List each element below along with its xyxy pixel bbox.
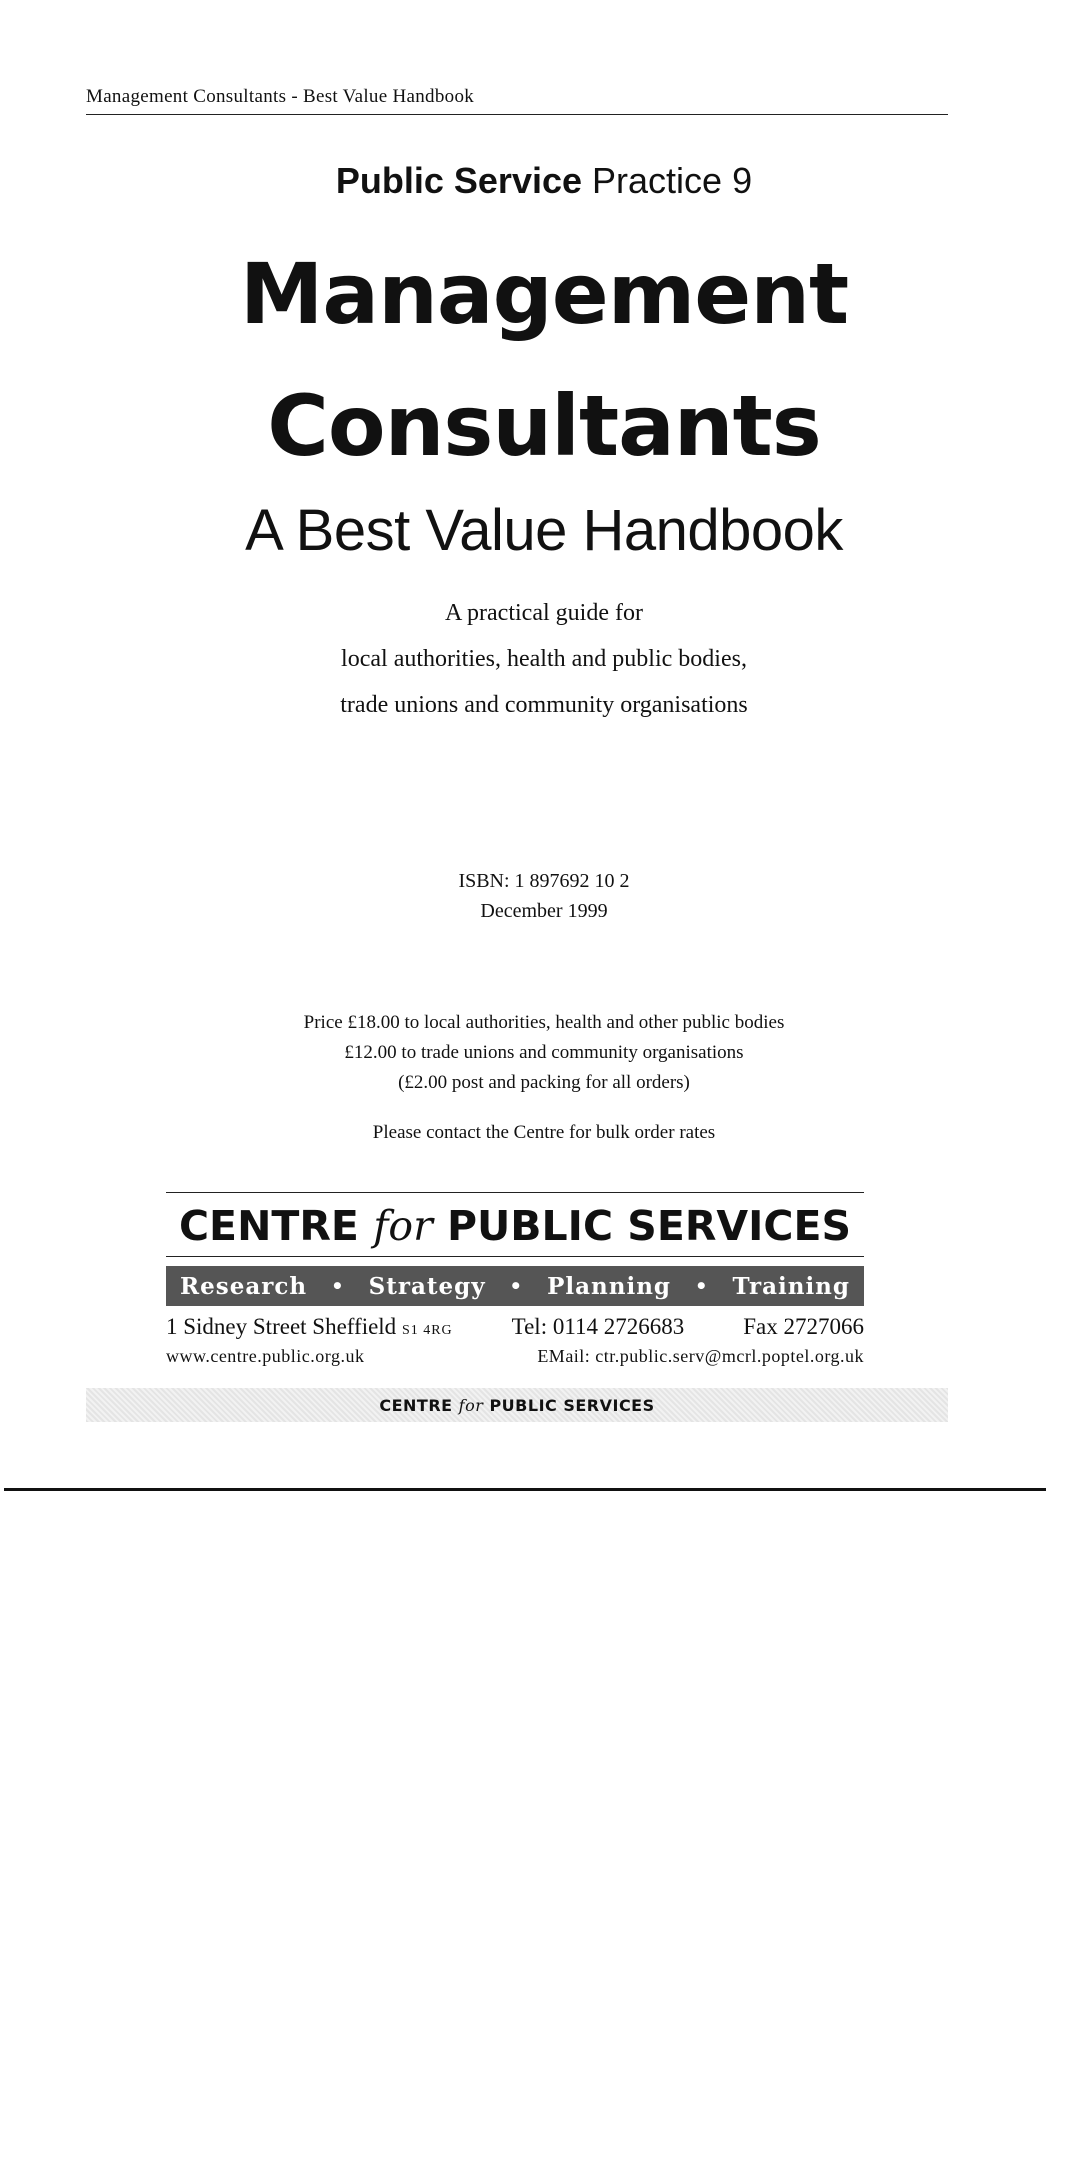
publication-date: December 1999 — [480, 900, 608, 922]
publisher-name — [166, 1202, 864, 1250]
logo-divider — [166, 1256, 864, 1257]
strapline-item: Research — [180, 1272, 308, 1300]
bullet-icon: • — [330, 1274, 345, 1298]
price-info — [0, 1008, 1088, 1098]
guide-line: local authorities, health and public bodies, — [341, 646, 747, 672]
address-text — [166, 1314, 453, 1340]
main-title-line-1: Management — [239, 245, 849, 343]
series-title-rest: Practice 9 — [592, 160, 753, 201]
subtitle: A Best Value Handbook — [245, 498, 843, 563]
strapline-item: Strategy — [368, 1272, 486, 1300]
guide-line: trade unions and community organisations — [340, 692, 748, 718]
footer-band — [86, 1388, 948, 1422]
isbn: ISBN: 1 897692 10 2 — [458, 870, 630, 892]
publisher-name-for: for — [373, 1202, 433, 1250]
price-line: (£2.00 post and packing for all orders) — [398, 1072, 690, 1093]
publisher-name-part: PUBLIC SERVICES — [446, 1202, 852, 1250]
running-header — [86, 86, 948, 115]
series-title — [0, 160, 1088, 202]
main-title-line-2: Consultants — [267, 377, 821, 475]
publisher-logo — [166, 1192, 864, 1376]
email: EMail: ctr.public.serv@mcrl.poptel.org.uk — [537, 1346, 864, 1366]
publisher-strapline — [166, 1266, 864, 1306]
running-header-text: Management Consultants - Best Value Handbook — [86, 86, 475, 107]
footer-name-part: CENTRE — [379, 1395, 453, 1415]
footer-publisher-name — [379, 1396, 654, 1415]
strapline-item: Planning — [547, 1272, 671, 1300]
bulk-order-note: Please contact the Centre for bulk order rates — [372, 1122, 716, 1143]
guide-line: A practical guide for — [445, 600, 643, 626]
website: www.centre.public.org.uk — [166, 1346, 365, 1366]
telephone: Tel: 0114 2726683 — [511, 1314, 685, 1339]
postcode: S1 4RG — [401, 1323, 453, 1338]
publisher-contact — [166, 1346, 864, 1367]
guide-description — [0, 590, 1088, 728]
footer-name-part: PUBLIC SERVICES — [489, 1395, 655, 1415]
bullet-icon: • — [694, 1274, 709, 1298]
bullet-icon: • — [509, 1274, 524, 1298]
publisher-name-part: CENTRE — [178, 1202, 359, 1250]
page-bottom-rule — [4, 1488, 1046, 1491]
footer-name-for: for — [458, 1395, 484, 1415]
street-address: 1 Sidney Street Sheffield — [166, 1314, 397, 1339]
strapline-item: Training — [732, 1272, 850, 1300]
logo-divider — [166, 1192, 864, 1193]
series-title-bold: Public Service — [335, 160, 583, 201]
price-line: Price £18.00 to local authorities, health and other public bodies — [303, 1012, 785, 1033]
price-line: £12.00 to trade unions and community organisations — [344, 1042, 744, 1063]
fax: Fax 2727066 — [743, 1314, 864, 1339]
publisher-address — [166, 1314, 864, 1340]
publication-info — [0, 866, 1088, 926]
